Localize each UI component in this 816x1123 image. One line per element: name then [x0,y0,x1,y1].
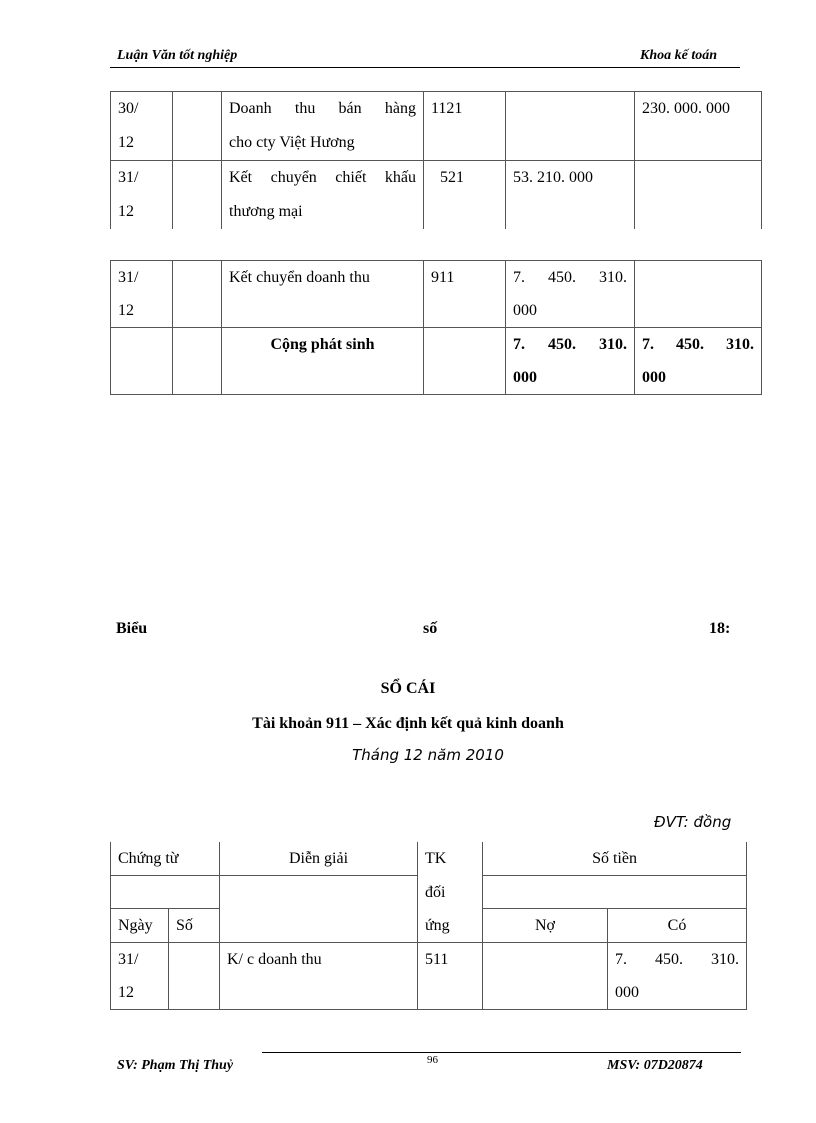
total-co: 7. 450. 310. [642,336,754,353]
row-date: 30/ [118,100,139,117]
row-desc: K/ c doanh thu [220,943,418,1010]
row-so [169,943,220,1010]
row-date: 31/ [118,951,139,968]
row-desc: Doanh thu bán hàng [229,100,416,117]
row-tk: 511 [418,943,483,1010]
journal-table-top [110,91,762,229]
row-co: 230. 000. 000 [635,92,762,161]
header-so: Số [169,909,220,943]
row-co: 7. 450. 310. [615,951,740,968]
journal-table-bottom [110,260,762,395]
header-dien-giai: Diễn giải [220,842,418,876]
total-label: Cộng phát sinh [222,328,424,395]
total-row: Cộng phát sinh 7. 450. 310. 000 7. 450. 310. 000 [111,328,762,395]
row-so [173,161,222,230]
table-row: 31/ 12 K/ c doanh thu 511 7. 450. 310. 000 [111,943,747,1010]
unit-label: ĐVT: đồng [654,813,732,831]
header-co: Có [608,909,747,943]
total-no: 7. 450. 310. [513,336,627,353]
row-date: 31/ [118,269,139,286]
table-row: 30/ 12 Doanh thu bán hàng cho cty Việt Hương 1121 230. 000. 000 [111,92,762,161]
row-date: 31/ [118,169,139,186]
footer-msv: MSV: 07D20874 [607,1058,703,1073]
footer-student: SV: Phạm Thị Thuỷ [117,1058,234,1073]
header-so-tien: Số tiền [483,842,747,876]
row-no [483,943,608,1010]
header-tk-doi: đối [418,876,483,909]
row-desc: Kết chuyển doanh thu [222,261,424,328]
table-row: 31/ 12 Kết chuyển doanh thu 911 7. 450. 310. 000 [111,261,762,328]
row-tk: 1121 [424,92,506,161]
row-co [635,261,762,328]
ledger-subheader-row [111,909,747,943]
row-no: 7. 450. 310. [513,269,627,286]
bieu-so: số [423,620,438,637]
row-no [506,92,635,161]
bieu-label: Biểu [116,620,148,637]
ledger-subtitle: Tài khoản 911 – Xác định kết quả kinh doanh [252,715,564,732]
header-left: Luận Văn tốt nghiệp [117,48,238,63]
row-desc: Kết chuyển chiết khấu [229,169,416,186]
header-chung-tu: Chứng từ [111,842,220,876]
footer-rule [262,1052,741,1053]
row-tk: 521 [424,161,506,230]
table-row: 31/ 12 Kết chuyển chiết khấu thương mại 521 53. 210. 000 [111,161,762,230]
row-tk: 911 [424,261,506,328]
header-right: Khoa kế toán [640,48,718,63]
page-number: 96 [427,1054,438,1066]
row-no: 53. 210. 000 [506,161,635,230]
ledger-title: SỔ CÁI [380,680,436,697]
ledger-period: Tháng 12 năm 2010 [352,746,504,764]
header-ngay: Ngày [111,909,169,943]
ledger-table [110,842,747,1010]
header-tk-ung: ứng [418,909,483,943]
ledger-header-row [111,842,747,876]
row-co [635,161,762,230]
bieu-number: 18: [709,620,731,637]
header-tk: TK [418,842,483,876]
header-rule [110,67,740,68]
header-no: Nợ [483,909,608,943]
row-so [173,92,222,161]
